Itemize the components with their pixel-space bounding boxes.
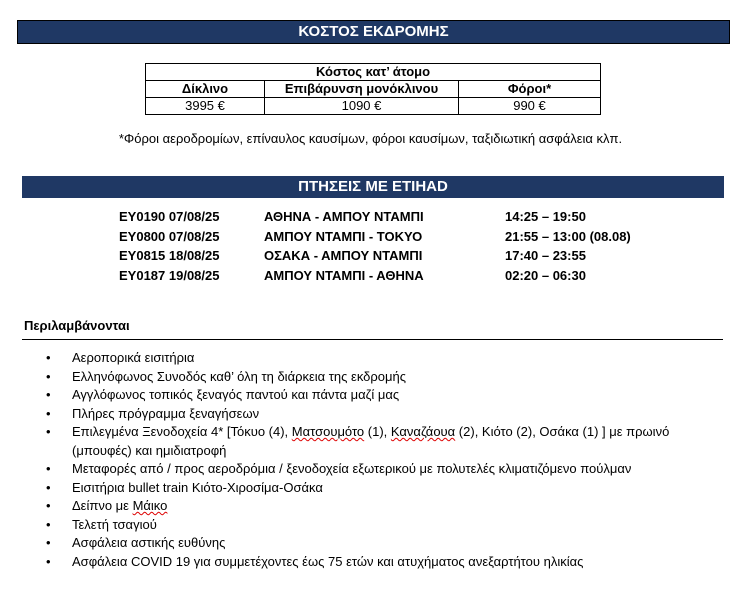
cost-section-title: ΚΟΣΤΟΣ ΕΚΔΡΟΜΗΣ	[17, 20, 730, 44]
list-item: • Αεροπορικά εισιτήρια	[44, 349, 714, 368]
flight-route: ΑΘΗΝΑ - ΑΜΠΟΥ ΝΤΑΜΠΙ	[264, 209, 424, 224]
cost-value-single-supplement: 1090 €	[265, 98, 459, 115]
flight-row	[119, 246, 679, 266]
cost-header-taxes: Φόροι*	[459, 81, 601, 98]
flights-list	[119, 207, 679, 285]
bullet-icon: •	[46, 479, 51, 495]
hotels-item-text: Επιλεγμένα Ξενοδοχεία 4* [Τόκυο (4), Ματσουμότο (1), Καναζάουα (2), Κιότο (2), Οσάκα (1) ] με πρωινό (μπουφές) και ημιδιατροφή	[72, 424, 670, 458]
flight-route: ΑΜΠΟΥ ΝΤΑΜΠΙ - ΤΟΚΥΟ	[264, 228, 423, 244]
flight-time: 14:25 – 19:50	[505, 209, 586, 224]
included-section-title: Περιλαμβάνονται	[24, 318, 130, 333]
list-item: • Ελληνόφωνος Συνοδός καθ’ όλη τη διάρκεια της εκδρομής	[44, 368, 714, 387]
flight-code: EY0800 07/08/25	[119, 228, 220, 244]
taxes-footnote: *Φόροι αεροδρομίων, επίναυλος καυσίμων, φόροι καυσίμων, ταξιδιωτική ασφάλεια κλπ.	[118, 131, 623, 146]
cost-table-caption: Κόστος κατ’ άτομο	[146, 64, 601, 81]
included-list	[44, 349, 714, 571]
bullet-icon: •	[46, 387, 51, 402]
cost-header-double: Δίκλινο	[146, 81, 265, 98]
bullet-icon: •	[46, 350, 51, 365]
bullet-icon: •	[46, 516, 51, 532]
bullet-icon: •	[46, 424, 51, 439]
list-item: • Αγγλόφωνος τοπικός ξεναγός παντού και πάντα μαζί μας	[44, 386, 714, 405]
list-item: • Εισιτήρια bullet train Κιότο-Χιροσίμα-Οσάκα	[44, 479, 714, 498]
list-item: • Τελετή τσαγιού	[44, 516, 714, 535]
spellcheck-word: Μάικο	[132, 498, 168, 513]
flights-section-title: ΠΤΗΣΕΙΣ ΜΕ ΕΤΙΗΑD	[22, 176, 724, 198]
spellcheck-word: Καναζάουα	[390, 424, 456, 439]
cost-value-taxes: 990 €	[459, 98, 601, 115]
list-item: • Μεταφορές από / προς αεροδρόμια / ξενοδοχεία εξωτερικού με πολυτελές κλιματιζόμενο πούλμαν	[44, 460, 714, 479]
cost-header-single-supplement: Επιβάρυνση μονόκλινου	[265, 81, 459, 98]
flight-time: 17:40 – 23:55	[505, 248, 586, 263]
list-item: • Ασφάλεια COVID 19 για συμμετέχοντες έως 75 ετών και ατυχήματος ανεξαρτήτου ηλικίας	[44, 553, 714, 572]
flight-time: 21:55 – 13:00 (08.08)	[505, 228, 631, 244]
dinner-item-text: Δείπνο με Μάικο	[72, 498, 168, 513]
flight-row	[119, 266, 679, 286]
bullet-icon: •	[46, 405, 51, 421]
flight-code: EY0815 18/08/25	[119, 248, 220, 263]
flight-route: ΟΣΑΚΑ - ΑΜΠΟΥ ΝΤΑΜΠΙ	[264, 248, 423, 263]
cost-table	[145, 63, 601, 115]
included-divider	[22, 339, 723, 340]
list-item: • Πλήρες πρόγραμμα ξεναγήσεων	[44, 405, 714, 424]
bullet-icon: •	[46, 461, 51, 476]
bullet-icon: •	[46, 368, 51, 384]
flight-route: ΑΜΠΟΥ ΝΤΑΜΠΙ - ΑΘΗΝΑ	[264, 267, 424, 283]
bullet-icon: •	[46, 535, 51, 550]
list-item	[44, 423, 714, 460]
bullet-icon: •	[46, 553, 51, 569]
cost-value-double: 3995 €	[146, 98, 265, 115]
flight-row	[119, 207, 679, 227]
list-item	[44, 497, 714, 516]
list-item: • Ασφάλεια αστικής ευθύνης	[44, 534, 714, 553]
spellcheck-word: Ματσουμότο	[291, 424, 365, 439]
flight-time: 02:20 – 06:30	[505, 267, 586, 283]
flight-row	[119, 227, 679, 247]
bullet-icon: •	[46, 498, 51, 513]
flight-code: EY0190 07/08/25	[119, 209, 220, 224]
flight-code: EY0187 19/08/25	[119, 267, 220, 283]
